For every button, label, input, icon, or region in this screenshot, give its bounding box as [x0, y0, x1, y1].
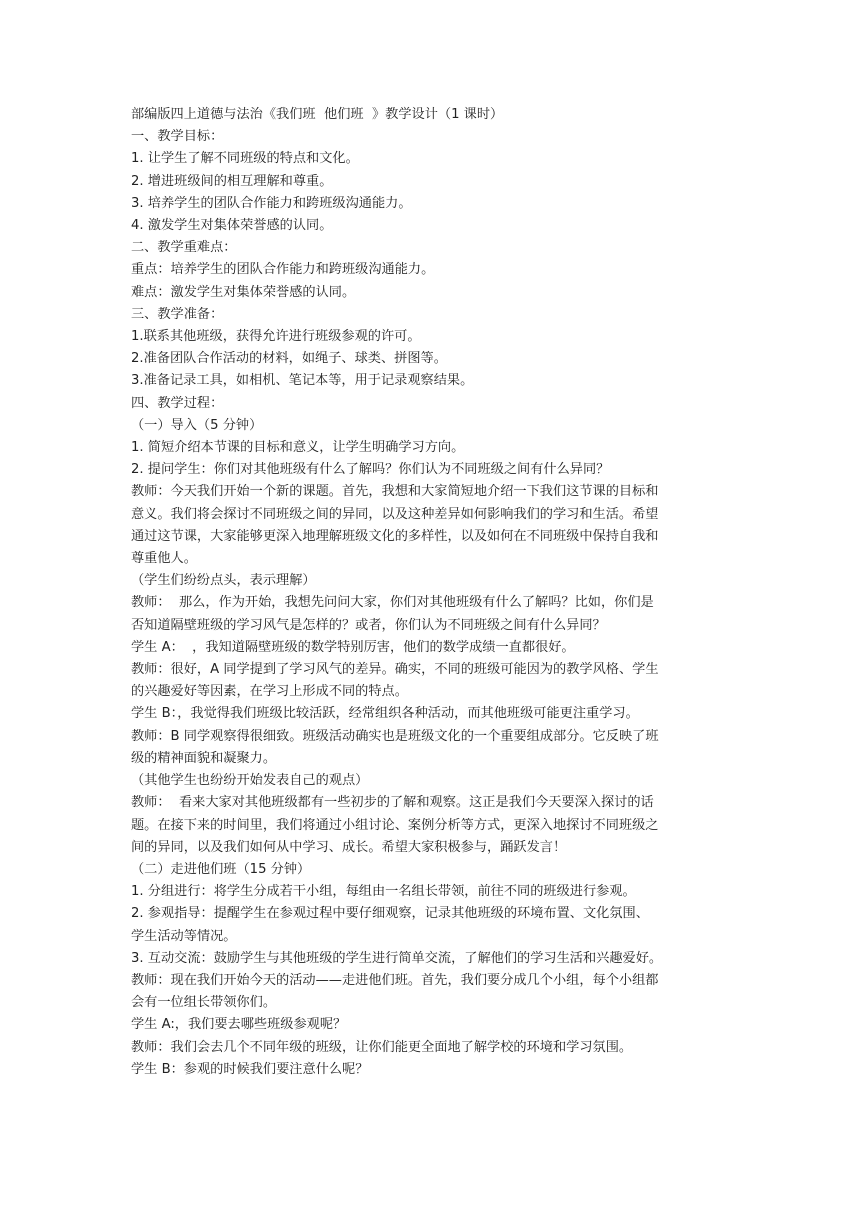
document-title: 部编版四上道德与法治《我们班 他们班 》教学设计（1 课时）: [131, 107, 504, 122]
section-heading-objectives: 一、教学目标：: [131, 129, 224, 145]
process-step: 2. 参观指导：提醒学生在参观过程中要仔细观察，记录其他班级的环境布置、文化氛围、: [131, 906, 649, 922]
dialogue-line: 教师： 看来大家对其他班级都有一些初步的了解和观察。这正是我们今天要深入探讨的话: [131, 795, 654, 811]
dialogue-line: 学生 B：，我觉得我们班级比较活跃，经常组织各种活动，而其他班级可能更注重学习。: [131, 706, 639, 722]
dialogue-line: 间的异同，以及我们如何从中学习、成长。希望大家积极参与，踊跃发言！: [131, 839, 567, 855]
dialogue-line: 题。在接下来的时间里，我们将通过小组讨论、案例分析等方式，更深入地探讨不同班级之: [131, 817, 659, 833]
stage-direction: （其他学生也纷纷开始发表自己的观点）: [131, 773, 369, 789]
dialogue-line: 教师：我们会去几个不同年级的班级，让你们能更全面地了解学校的环境和学习氛围。: [131, 1039, 633, 1055]
section-heading-key-points: 二、教学重难点：: [131, 240, 237, 256]
process-step: 1. 简短介绍本节课的目标和意义，让学生明确学习方向。: [131, 440, 465, 456]
document-page: [131, 104, 731, 1081]
dialogue-line: 会有一位组长带领你们。: [131, 995, 277, 1011]
dialogue-line: 的兴趣爱好等因素，在学习上形成不同的特点。: [131, 684, 408, 700]
dialogue-line: 学生 B：参观的时候我们要注意什么呢？: [131, 1061, 369, 1077]
subsection-heading-intro: （一）导入（5 分钟）: [131, 417, 263, 433]
key-point: 重点：培养学生的团队合作能力和跨班级沟通能力。: [131, 262, 435, 278]
objective-item: 3. 培养学生的团队合作能力和跨班级沟通能力。: [131, 195, 412, 211]
dialogue-line: 教师：今天我们开始一个新的课题。首先，我想和大家简短地介绍一下我们这节课的目标和: [131, 484, 659, 500]
section-heading-preparation: 三、教学准备：: [131, 306, 224, 322]
process-step: 学生活动等情况。: [131, 928, 237, 944]
dialogue-line: 通过这节课，大家能够更深入地理解班级文化的多样性，以及如何在不同班级中保持自我和: [131, 528, 659, 544]
dialogue-line: 教师：现在我们开始今天的活动——走进他们班。首先，我们要分成几个小组，每个小组都: [131, 972, 659, 988]
dialogue-line: 尊重他人。: [131, 551, 197, 567]
process-step: 1. 分组进行：将学生分成若干小组，每组由一名组长带领，前往不同的班级进行参观。: [131, 884, 636, 900]
section-heading-process: 四、教学过程：: [131, 395, 224, 411]
subsection-heading-visit: （二）走进他们班（15 分钟）: [131, 861, 311, 877]
preparation-item: 3.准备记录工具，如相机、笔记本等，用于记录观察结果。: [131, 373, 474, 389]
dialogue-line: 意义。我们将会探讨不同班级之间的异同，以及这种差异如何影响我们的学习和生活。希望: [131, 506, 659, 522]
dialogue-line: 教师：B 同学观察得很细致。班级活动确实也是班级文化的一个重要组成部分。它反映了班: [131, 728, 659, 744]
dialogue-line: 否知道隔壁班级的学习风气是怎样的？或者，你们认为不同班级之间有什么异同？: [131, 617, 606, 633]
objective-item: 2. 增进班级间的相互理解和尊重。: [131, 173, 333, 189]
objective-item: 4. 激发学生对集体荣誉感的认同。: [131, 218, 333, 234]
difficult-point: 难点：激发学生对集体荣誉感的认同。: [131, 284, 356, 300]
dialogue-line: 学生 A:，我们要去哪些班级参观呢？: [131, 1017, 347, 1033]
dialogue-line: 教师：很好，A 同学提到了学习风气的差异。确实，不同的班级可能因为的教学风格、学生: [131, 662, 659, 678]
dialogue-line: 学生 A： ，我知道隔壁班级的数学特别厉害，他们的数学成绩一直都很好。: [131, 639, 575, 655]
preparation-item: 1.联系其他班级，获得允许进行班级参观的许可。: [131, 329, 421, 345]
preparation-item: 2.准备团队合作活动的材料，如绳子、球类、拼图等。: [131, 351, 447, 367]
process-step: 3. 互动交流：鼓励学生与其他班级的学生进行简单交流，了解他们的学习生活和兴趣爱好。: [131, 950, 663, 966]
process-step: 2. 提问学生：你们对其他班级有什么了解吗？你们认为不同班级之间有什么异同？: [131, 462, 610, 478]
objective-item: 1. 让学生了解不同班级的特点和文化。: [131, 151, 359, 167]
dialogue-line: 级的精神面貌和凝聚力。: [131, 750, 277, 766]
dialogue-line: 教师： 那么，作为开始，我想先问问大家，你们对其他班级有什么了解吗？比如，你们是: [131, 595, 654, 611]
stage-direction: （学生们纷纷点头，表示理解）: [131, 573, 316, 589]
